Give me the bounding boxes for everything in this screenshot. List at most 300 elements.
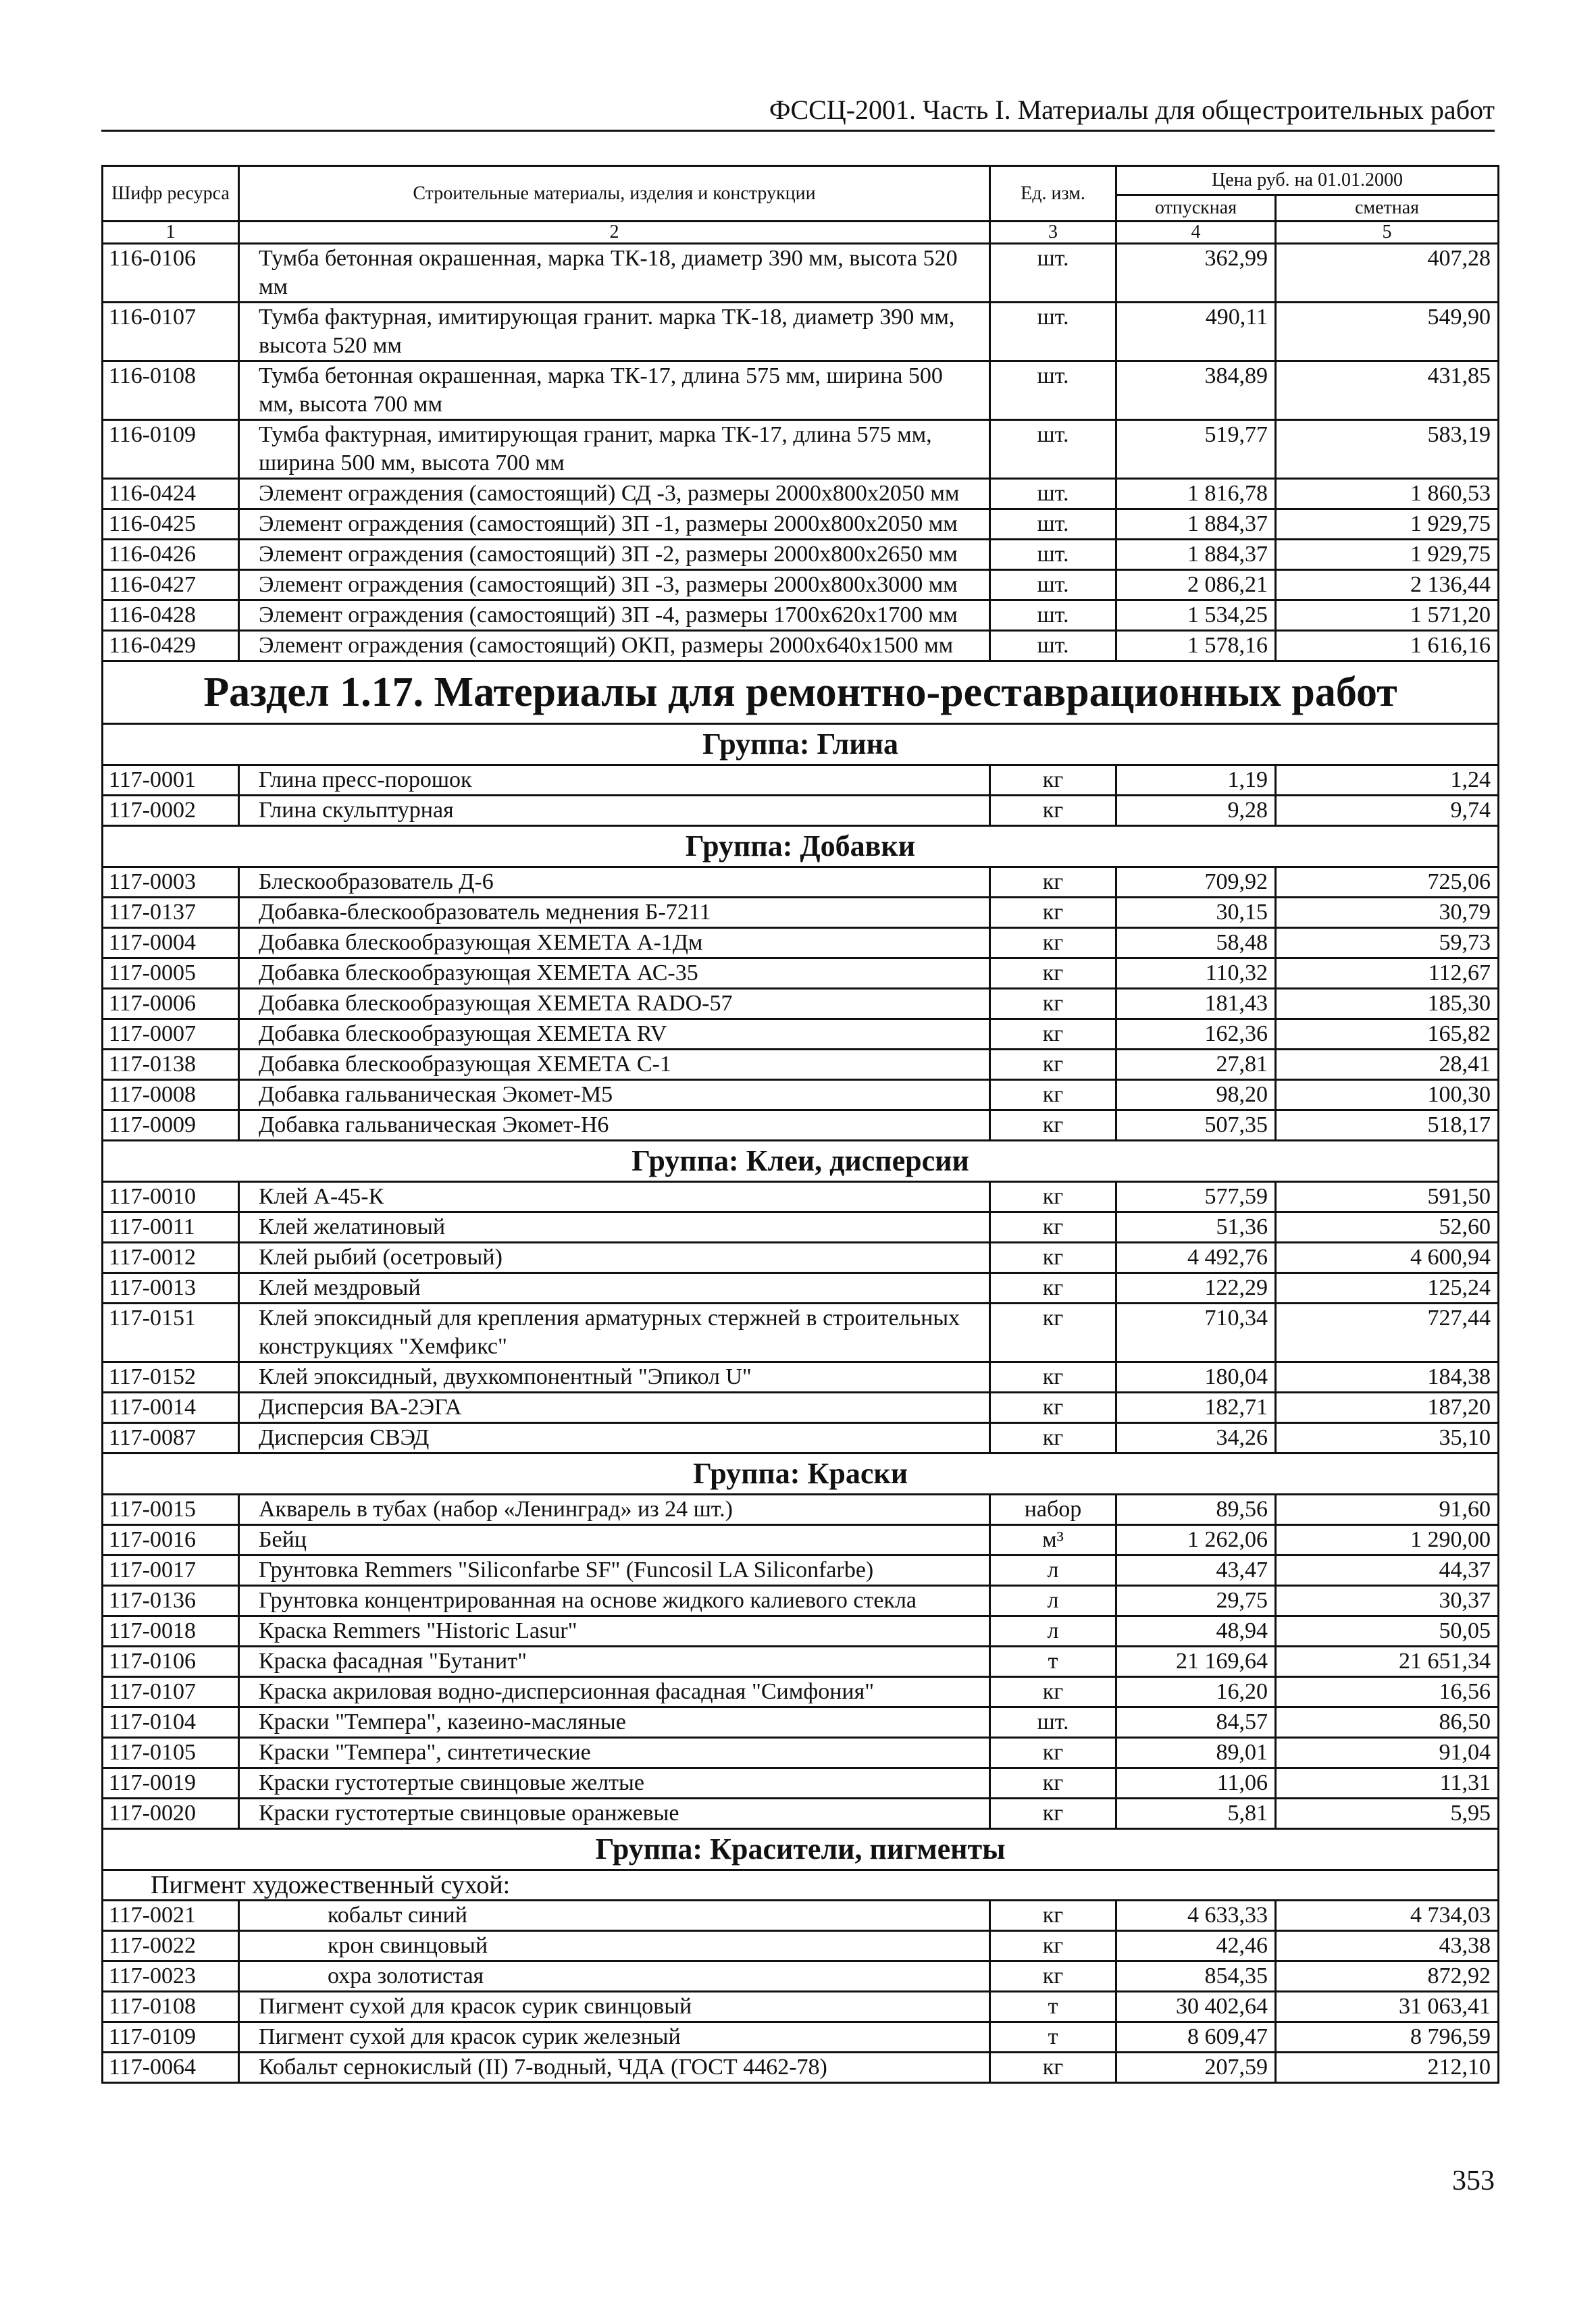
page-header-title: ФССЦ-2001. Часть I. Материалы для общестроительных работ: [769, 95, 1495, 125]
header-estimate-price: сметная: [1276, 195, 1499, 222]
estimate-price: 91,04: [1276, 1738, 1499, 1768]
release-price: 21 169,64: [1116, 1647, 1276, 1677]
release-price: 51,36: [1116, 1212, 1276, 1243]
material-name: крон свинцовый: [239, 1931, 990, 1961]
release-price: 29,75: [1116, 1586, 1276, 1616]
unit-cell: т: [990, 1992, 1116, 2022]
resource-code: 117-0109: [103, 2022, 239, 2053]
estimate-price: 30,37: [1276, 1586, 1499, 1616]
table-row: [103, 1555, 1499, 1586]
release-price: 1 534,25: [1116, 600, 1276, 631]
resource-code: 117-0003: [103, 867, 239, 898]
resource-code: 117-0013: [103, 1273, 239, 1304]
resource-code: 117-0007: [103, 1019, 239, 1050]
estimate-price: 591,50: [1276, 1182, 1499, 1212]
resource-code: 117-0005: [103, 958, 239, 989]
material-name: Клей А-45-К: [239, 1182, 990, 1212]
release-price: 1 816,78: [1116, 479, 1276, 509]
material-name: Тумба фактурная, имитирующая гранит. марка ТК-18, диаметр 390 мм, высота 520 мм: [239, 303, 990, 361]
table-row: [103, 1707, 1499, 1738]
material-name: Бейц: [239, 1525, 990, 1555]
resource-code: 117-0138: [103, 1050, 239, 1080]
unit-cell: шт.: [990, 540, 1116, 570]
table-row: [103, 1961, 1499, 1992]
release-price: 180,04: [1116, 1362, 1276, 1393]
column-numbers-row: [103, 222, 1499, 244]
table-row: [103, 1423, 1499, 1454]
column-number: 1: [103, 222, 239, 244]
table-row: [103, 1931, 1499, 1961]
table-row: [103, 420, 1499, 479]
estimate-price: 11,31: [1276, 1768, 1499, 1799]
table-row: [103, 898, 1499, 928]
table-header-row: [103, 166, 1499, 195]
group-row: [103, 1454, 1499, 1495]
unit-cell: л: [990, 1555, 1116, 1586]
estimate-price: 30,79: [1276, 898, 1499, 928]
unit-cell: кг: [990, 1768, 1116, 1799]
unit-cell: шт.: [990, 600, 1116, 631]
table-row: [103, 958, 1499, 989]
resource-code: 117-0004: [103, 928, 239, 958]
resource-code: 116-0107: [103, 303, 239, 361]
group-title: Группа: Клеи, дисперсии: [103, 1141, 1499, 1182]
resource-code: 117-0009: [103, 1110, 239, 1141]
resource-code: 117-0108: [103, 1992, 239, 2022]
unit-cell: кг: [990, 867, 1116, 898]
material-name: Добавка-блескообразователь меднения Б-7211: [239, 898, 990, 928]
table-row: [103, 1362, 1499, 1393]
release-price: 710,34: [1116, 1304, 1276, 1362]
resource-code: 117-0107: [103, 1677, 239, 1707]
table-row: [103, 1992, 1499, 2022]
material-name: Элемент ограждения (самостоящий) ЗП -3, размеры 2000х800х3000 мм: [239, 570, 990, 600]
unit-cell: кг: [990, 1182, 1116, 1212]
estimate-price: 1 571,20: [1276, 600, 1499, 631]
table-row: [103, 1212, 1499, 1243]
unit-cell: шт.: [990, 420, 1116, 479]
estimate-price: 407,28: [1276, 244, 1499, 303]
release-price: 709,92: [1116, 867, 1276, 898]
release-price: 58,48: [1116, 928, 1276, 958]
material-name: Элемент ограждения (самостоящий) ЗП -4, размеры 1700х620х1700 мм: [239, 600, 990, 631]
material-name: Краски "Темпера", казеино-масляные: [239, 1707, 990, 1738]
resource-code: 117-0023: [103, 1961, 239, 1992]
page-number: 353: [1452, 2165, 1495, 2196]
resource-code: 117-0136: [103, 1586, 239, 1616]
table-row: [103, 2022, 1499, 2053]
release-price: 490,11: [1116, 303, 1276, 361]
estimate-price: 187,20: [1276, 1393, 1499, 1423]
group-title: Группа: Краски: [103, 1454, 1499, 1495]
estimate-price: 1 929,75: [1276, 509, 1499, 540]
release-price: 1 884,37: [1116, 509, 1276, 540]
release-price: 110,32: [1116, 958, 1276, 989]
material-name: Глина пресс-порошок: [239, 765, 990, 796]
resource-code: 117-0106: [103, 1647, 239, 1677]
estimate-price: 5,95: [1276, 1799, 1499, 1829]
table-row: [103, 509, 1499, 540]
release-price: 577,59: [1116, 1182, 1276, 1212]
table-row: [103, 867, 1499, 898]
unit-cell: кг: [990, 1677, 1116, 1707]
release-price: 84,57: [1116, 1707, 1276, 1738]
header-unit: Ед. изм.: [990, 166, 1116, 222]
unit-cell: кг: [990, 1931, 1116, 1961]
release-price: 30 402,64: [1116, 1992, 1276, 2022]
resource-code: 117-0014: [103, 1393, 239, 1423]
material-name: Краска фасадная "Бутанит": [239, 1647, 990, 1677]
section-title: Раздел 1.17. Материалы для ремонтно-реставрационных работ: [103, 661, 1499, 724]
unit-cell: кг: [990, 1393, 1116, 1423]
estimate-price: 112,67: [1276, 958, 1499, 989]
resource-code: 117-0001: [103, 765, 239, 796]
table-row: [103, 361, 1499, 420]
resource-code: 117-0022: [103, 1931, 239, 1961]
table-row: [103, 570, 1499, 600]
header-name: Строительные материалы, изделия и конструкции: [239, 166, 990, 222]
resource-code: 116-0425: [103, 509, 239, 540]
material-name: Краски густотертые свинцовые желтые: [239, 1768, 990, 1799]
table-row: [103, 1616, 1499, 1647]
header-release-price: отпускная: [1116, 195, 1276, 222]
resource-code: 116-0427: [103, 570, 239, 600]
release-price: 2 086,21: [1116, 570, 1276, 600]
unit-cell: кг: [990, 1901, 1116, 1931]
table-row: [103, 1050, 1499, 1080]
table-row: [103, 796, 1499, 826]
resource-code: 117-0011: [103, 1212, 239, 1243]
resource-code: 116-0426: [103, 540, 239, 570]
material-name: Краска Remmers "Historic Lasur": [239, 1616, 990, 1647]
material-name: Клей рыбий (осетровый): [239, 1243, 990, 1273]
table-row: [103, 1525, 1499, 1555]
unit-cell: кг: [990, 928, 1116, 958]
release-price: 854,35: [1116, 1961, 1276, 1992]
estimate-price: 431,85: [1276, 361, 1499, 420]
unit-cell: кг: [990, 1243, 1116, 1273]
estimate-price: 4 734,03: [1276, 1901, 1499, 1931]
estimate-price: 9,74: [1276, 796, 1499, 826]
table-row: [103, 479, 1499, 509]
unit-cell: кг: [990, 1050, 1116, 1080]
table-row: [103, 1586, 1499, 1616]
release-price: 519,77: [1116, 420, 1276, 479]
column-number: 3: [990, 222, 1116, 244]
group-row: [103, 1141, 1499, 1182]
material-name: Элемент ограждения (самостоящий) ЗП -1, размеры 2000х800х2050 мм: [239, 509, 990, 540]
material-name: Пигмент сухой для красок сурик свинцовый: [239, 1992, 990, 2022]
release-price: 8 609,47: [1116, 2022, 1276, 2053]
material-name: Добавка блескообразующая ХЕМЕТА RV: [239, 1019, 990, 1050]
unit-cell: кг: [990, 1961, 1116, 1992]
material-name: Элемент ограждения (самостоящий) СД -3, размеры 2000х800х2050 мм: [239, 479, 990, 509]
resource-code: 117-0137: [103, 898, 239, 928]
material-name: Добавка блескообразующая ХЕМЕТА А-1Дм: [239, 928, 990, 958]
resource-code: 117-0104: [103, 1707, 239, 1738]
resource-code: 117-0087: [103, 1423, 239, 1454]
release-price: 48,94: [1116, 1616, 1276, 1647]
unit-cell: кг: [990, 1304, 1116, 1362]
estimate-price: 50,05: [1276, 1616, 1499, 1647]
release-price: 1 262,06: [1116, 1525, 1276, 1555]
estimate-price: 872,92: [1276, 1961, 1499, 1992]
estimate-price: 725,06: [1276, 867, 1499, 898]
table-row: [103, 600, 1499, 631]
resource-code: 116-0428: [103, 600, 239, 631]
group-title: Группа: Красители, пигменты: [103, 1829, 1499, 1870]
release-price: 1 578,16: [1116, 631, 1276, 661]
estimate-price: 165,82: [1276, 1019, 1499, 1050]
unit-cell: кг: [990, 1799, 1116, 1829]
unit-cell: л: [990, 1586, 1116, 1616]
table-row: [103, 1677, 1499, 1707]
table-row: [103, 1182, 1499, 1212]
material-name: кобальт синий: [239, 1901, 990, 1931]
group-title: Группа: Глина: [103, 724, 1499, 765]
estimate-price: 16,56: [1276, 1677, 1499, 1707]
release-price: 89,56: [1116, 1495, 1276, 1525]
material-name: Кобальт сернокислый (II) 7-водный, ЧДА (ГОСТ 4462-78): [239, 2053, 990, 2083]
release-price: 4 633,33: [1116, 1901, 1276, 1931]
unit-cell: кг: [990, 796, 1116, 826]
release-price: 207,59: [1116, 2053, 1276, 2083]
release-price: 30,15: [1116, 898, 1276, 928]
column-number: 2: [239, 222, 990, 244]
table-row: [103, 1799, 1499, 1829]
table-row: [103, 1768, 1499, 1799]
release-price: 1,19: [1116, 765, 1276, 796]
table-row: [103, 1304, 1499, 1362]
estimate-price: 4 600,94: [1276, 1243, 1499, 1273]
estimate-price: 1 616,16: [1276, 631, 1499, 661]
resource-code: 117-0019: [103, 1768, 239, 1799]
material-name: Краски "Темпера", синтетические: [239, 1738, 990, 1768]
unit-cell: м³: [990, 1525, 1116, 1555]
unit-cell: кг: [990, 1362, 1116, 1393]
table-row: [103, 244, 1499, 303]
unit-cell: шт.: [990, 509, 1116, 540]
resource-code: 116-0109: [103, 420, 239, 479]
estimate-price: 21 651,34: [1276, 1647, 1499, 1677]
price-table: [101, 165, 1499, 2084]
estimate-price: 184,38: [1276, 1362, 1499, 1393]
material-name: Грунтовка Remmers "Siliconfarbe SF" (Funcosil LA Siliconfarbe): [239, 1555, 990, 1586]
estimate-price: 100,30: [1276, 1080, 1499, 1110]
column-number: 4: [1116, 222, 1276, 244]
release-price: 16,20: [1116, 1677, 1276, 1707]
estimate-price: 1,24: [1276, 765, 1499, 796]
release-price: 11,06: [1116, 1768, 1276, 1799]
estimate-price: 28,41: [1276, 1050, 1499, 1080]
resource-code: 117-0021: [103, 1901, 239, 1931]
table-row: [103, 631, 1499, 661]
column-number: 5: [1276, 222, 1499, 244]
estimate-price: 86,50: [1276, 1707, 1499, 1738]
section-row: [103, 661, 1499, 724]
estimate-price: 52,60: [1276, 1212, 1499, 1243]
table-row: [103, 1738, 1499, 1768]
release-price: 122,29: [1116, 1273, 1276, 1304]
unit-cell: кг: [990, 1738, 1116, 1768]
unit-cell: набор: [990, 1495, 1116, 1525]
unit-cell: кг: [990, 1212, 1116, 1243]
table-row: [103, 1019, 1499, 1050]
material-name: Дисперсия ВА-2ЭГА: [239, 1393, 990, 1423]
estimate-price: 549,90: [1276, 303, 1499, 361]
resource-code: 117-0010: [103, 1182, 239, 1212]
release-price: 182,71: [1116, 1393, 1276, 1423]
table-row: [103, 303, 1499, 361]
resource-code: 117-0006: [103, 989, 239, 1019]
table-row: [103, 1901, 1499, 1931]
unit-cell: кг: [990, 958, 1116, 989]
resource-code: 117-0020: [103, 1799, 239, 1829]
unit-cell: кг: [990, 1110, 1116, 1141]
material-name: Клей эпоксидный, двухкомпонентный "Эпикол U": [239, 1362, 990, 1393]
unit-cell: т: [990, 1647, 1116, 1677]
material-name: Дисперсия СВЭД: [239, 1423, 990, 1454]
release-price: 27,81: [1116, 1050, 1276, 1080]
table-row: [103, 1110, 1499, 1141]
estimate-price: 185,30: [1276, 989, 1499, 1019]
material-name: Тумба бетонная окрашенная, марка ТК-17, длина 575 мм, ширина 500 мм, высота 700 мм: [239, 361, 990, 420]
estimate-price: 125,24: [1276, 1273, 1499, 1304]
estimate-price: 2 136,44: [1276, 570, 1499, 600]
release-price: 89,01: [1116, 1738, 1276, 1768]
table-row: [103, 1393, 1499, 1423]
material-name: Тумба бетонная окрашенная, марка ТК-18, диаметр 390 мм, высота 520 мм: [239, 244, 990, 303]
material-name: Краска акриловая водно-дисперсионная фасадная "Симфония": [239, 1677, 990, 1707]
estimate-price: 727,44: [1276, 1304, 1499, 1362]
resource-code: 117-0015: [103, 1495, 239, 1525]
release-price: 4 492,76: [1116, 1243, 1276, 1273]
material-name: Грунтовка концентрированная на основе жидкого калиевого стекла: [239, 1586, 990, 1616]
resource-code: 117-0018: [103, 1616, 239, 1647]
table-body: [103, 244, 1499, 2083]
page-header: [101, 95, 1495, 132]
estimate-price: 59,73: [1276, 928, 1499, 958]
estimate-price: 44,37: [1276, 1555, 1499, 1586]
material-name: Добавка блескообразующая ХЕМЕТА АС-35: [239, 958, 990, 989]
resource-code: 117-0151: [103, 1304, 239, 1362]
material-name: Клей желатиновый: [239, 1212, 990, 1243]
material-name: Добавка гальваническая Экомет-Н6: [239, 1110, 990, 1141]
unit-cell: кг: [990, 2053, 1116, 2083]
unit-cell: кг: [990, 898, 1116, 928]
subheading-row: [103, 1870, 1499, 1901]
unit-cell: т: [990, 2022, 1116, 2053]
unit-cell: шт.: [990, 361, 1116, 420]
resource-code: 117-0105: [103, 1738, 239, 1768]
unit-cell: шт.: [990, 479, 1116, 509]
release-price: 5,81: [1116, 1799, 1276, 1829]
unit-cell: кг: [990, 1080, 1116, 1110]
material-name: Пигмент сухой для красок сурик железный: [239, 2022, 990, 2053]
table-row: [103, 765, 1499, 796]
material-name: Элемент ограждения (самостоящий) ЗП -2, размеры 2000х800х2650 мм: [239, 540, 990, 570]
release-price: 507,35: [1116, 1110, 1276, 1141]
table-row: [103, 1273, 1499, 1304]
table-row: [103, 1080, 1499, 1110]
resource-code: 117-0152: [103, 1362, 239, 1393]
material-name: Клей мездровый: [239, 1273, 990, 1304]
unit-cell: кг: [990, 1273, 1116, 1304]
table-row: [103, 1243, 1499, 1273]
material-name: Глина скульптурная: [239, 796, 990, 826]
estimate-price: 35,10: [1276, 1423, 1499, 1454]
unit-cell: л: [990, 1616, 1116, 1647]
estimate-price: 212,10: [1276, 2053, 1499, 2083]
material-name: Акварель в тубах (набор «Ленинград» из 24 шт.): [239, 1495, 990, 1525]
unit-cell: шт.: [990, 631, 1116, 661]
estimate-price: 1 290,00: [1276, 1525, 1499, 1555]
unit-cell: шт.: [990, 570, 1116, 600]
table-row: [103, 928, 1499, 958]
release-price: 1 884,37: [1116, 540, 1276, 570]
release-price: 43,47: [1116, 1555, 1276, 1586]
unit-cell: кг: [990, 1423, 1116, 1454]
material-name: Тумба фактурная, имитирующая гранит, марка ТК-17, длина 575 мм, ширина 500 мм, высота 700 мм: [239, 420, 990, 479]
estimate-price: 1 860,53: [1276, 479, 1499, 509]
table-row: [103, 540, 1499, 570]
unit-cell: кг: [990, 1019, 1116, 1050]
release-price: 42,46: [1116, 1931, 1276, 1961]
table-row: [103, 1495, 1499, 1525]
table-row: [103, 989, 1499, 1019]
header-price-group: Цена руб. на 01.01.2000: [1116, 166, 1499, 195]
estimate-price: 43,38: [1276, 1931, 1499, 1961]
unit-cell: кг: [990, 989, 1116, 1019]
material-name: Блескообразователь Д-6: [239, 867, 990, 898]
release-price: 362,99: [1116, 244, 1276, 303]
estimate-price: 583,19: [1276, 420, 1499, 479]
resource-code: 117-0002: [103, 796, 239, 826]
table-row: [103, 1647, 1499, 1677]
release-price: 98,20: [1116, 1080, 1276, 1110]
table-row: [103, 2053, 1499, 2083]
material-name: охра золотистая: [239, 1961, 990, 1992]
estimate-price: 8 796,59: [1276, 2022, 1499, 2053]
material-name: Добавка блескообразующая ХЕМЕТА RADO-57: [239, 989, 990, 1019]
resource-code: 117-0008: [103, 1080, 239, 1110]
group-row: [103, 724, 1499, 765]
header-code: Шифр ресурса: [103, 166, 239, 222]
resource-code: 116-0429: [103, 631, 239, 661]
resource-code: 117-0012: [103, 1243, 239, 1273]
material-name: Добавка гальваническая Экомет-М5: [239, 1080, 990, 1110]
estimate-price: 1 929,75: [1276, 540, 1499, 570]
price-table-container: [101, 165, 1497, 2084]
resource-code: 116-0108: [103, 361, 239, 420]
resource-code: 116-0106: [103, 244, 239, 303]
group-row: [103, 1829, 1499, 1870]
material-name: Элемент ограждения (самостоящий) ОКП, размеры 2000х640х1500 мм: [239, 631, 990, 661]
release-price: 162,36: [1116, 1019, 1276, 1050]
release-price: 181,43: [1116, 989, 1276, 1019]
material-name: Добавка блескообразующая ХЕМЕТА С-1: [239, 1050, 990, 1080]
unit-cell: кг: [990, 765, 1116, 796]
unit-cell: шт.: [990, 1707, 1116, 1738]
release-price: 34,26: [1116, 1423, 1276, 1454]
resource-code: 117-0016: [103, 1525, 239, 1555]
resource-code: 117-0064: [103, 2053, 239, 2083]
unit-cell: шт.: [990, 244, 1116, 303]
release-price: 384,89: [1116, 361, 1276, 420]
material-name: Краски густотертые свинцовые оранжевые: [239, 1799, 990, 1829]
resource-code: 116-0424: [103, 479, 239, 509]
estimate-price: 518,17: [1276, 1110, 1499, 1141]
